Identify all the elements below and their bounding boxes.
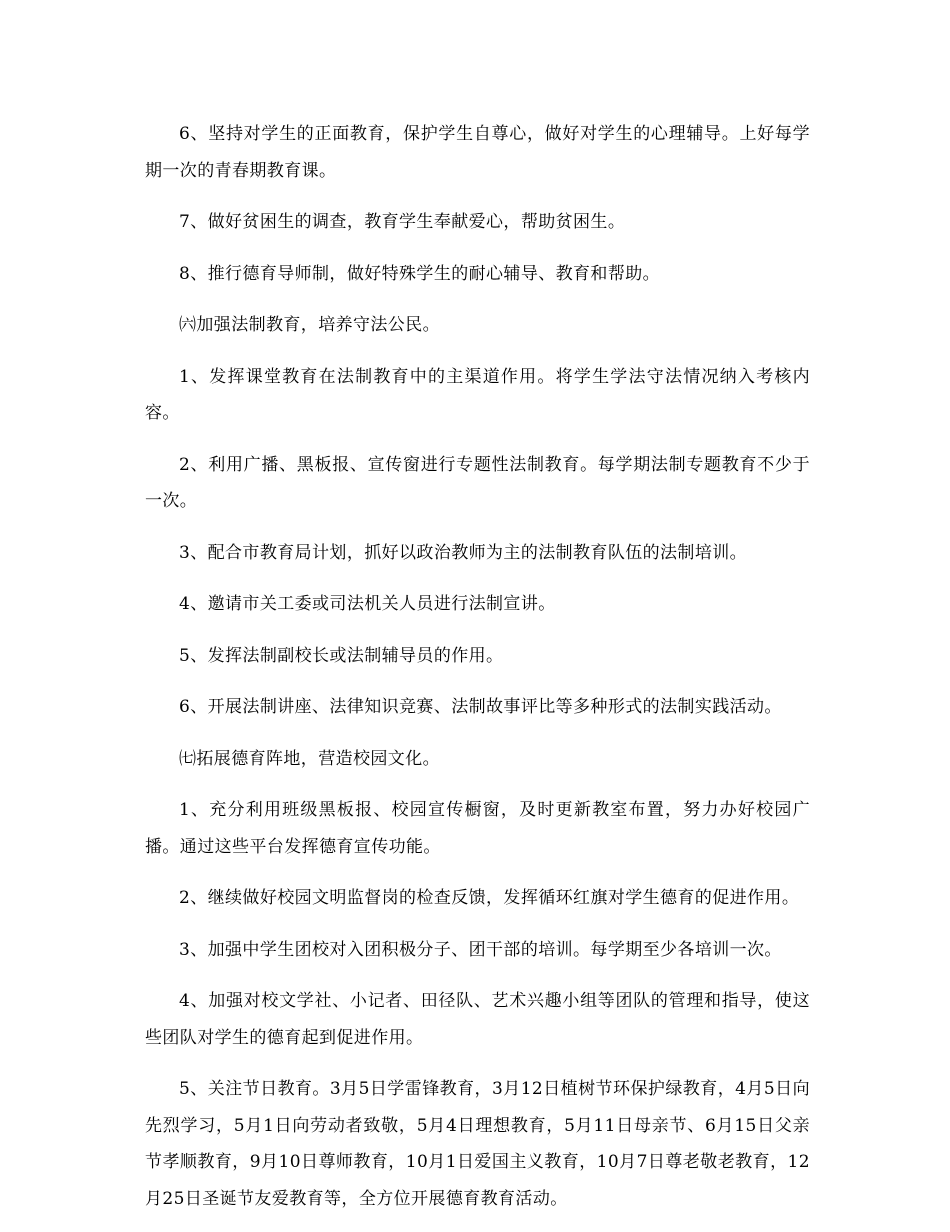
paragraph-item-6-positive-education: 6、坚持对学生的正面教育，保护学生自尊心，做好对学生的心理辅导。上好每学期一次的青春期教育课。 xyxy=(145,124,810,181)
paragraph-culture-item-5-holidays: 5、关注节日教育。3月5日学雷锋教育，3月12日植树节环保护绿教育，4月5日向先烈学习，5月1日向劳动者致敬，5月4日理想教育，5月11日母亲节、6月15日父亲节孝顺教育，9月10日尊师教育，10月1日爱国主义教育，10月7日尊老敬老教育，12月25日圣诞节友爱教育等，全方位开展德育教育活动。 xyxy=(145,1079,810,1209)
paragraph-culture-item-2: 2、继续做好校园文明监督岗的检查反馈，发挥循环红旗对学生德育的促进作用。 xyxy=(179,888,800,908)
document-page xyxy=(145,116,810,1232)
paragraph-legal-item-3: 3、配合市教育局计划，抓好以政治教师为主的法制教育队伍的法制培训。 xyxy=(179,542,748,563)
section-heading-campus-culture: ㈦拓展德育阵地，营造校园文化。 xyxy=(179,748,440,769)
paragraph-item-8-mentor-system: 8、推行德育导师制，做好特殊学生的耐心辅导、教育和帮助。 xyxy=(179,263,661,284)
paragraph-culture-item-1: 1、充分利用班级黑板报、校园宣传橱窗，及时更新教室布置，努力办好校园广播。通过这些平台发挥德育宣传功能。 xyxy=(145,800,810,857)
paragraph-legal-item-5: 5、发挥法制副校长或法制辅导员的作用。 xyxy=(179,645,504,666)
paragraph-legal-item-6: 6、开展法制讲座、法律知识竞赛、法制故事评比等多种形式的法制实践活动。 xyxy=(179,697,782,717)
paragraph-culture-item-3: 3、加强中学生团校对入团积极分子、团干部的培训。每学期至少各培训一次。 xyxy=(179,939,782,960)
paragraph-item-7-poor-students: 7、做好贫困生的调查，教育学生奉献爱心，帮助贫困生。 xyxy=(179,212,626,232)
paragraph-legal-item-2: 2、利用广播、黑板报、宣传窗进行专题性法制教育。每学期法制专题教育不少于一次。 xyxy=(145,454,810,511)
section-heading-legal-education: ㈥加强法制教育，培养守法公民。 xyxy=(179,315,440,335)
paragraph-legal-item-1: 1、发挥课堂教育在法制教育中的主渠道作用。将学生学法守法情况纳入考核内容。 xyxy=(145,366,810,423)
paragraph-culture-item-4: 4、加强对校文学社、小记者、田径队、艺术兴趣小组等团队的管理和指导，使这些团队对学生的德育起到促进作用。 xyxy=(145,991,810,1048)
paragraph-legal-item-4: 4、邀请市关工委或司法机关人员进行法制宣讲。 xyxy=(179,594,556,614)
